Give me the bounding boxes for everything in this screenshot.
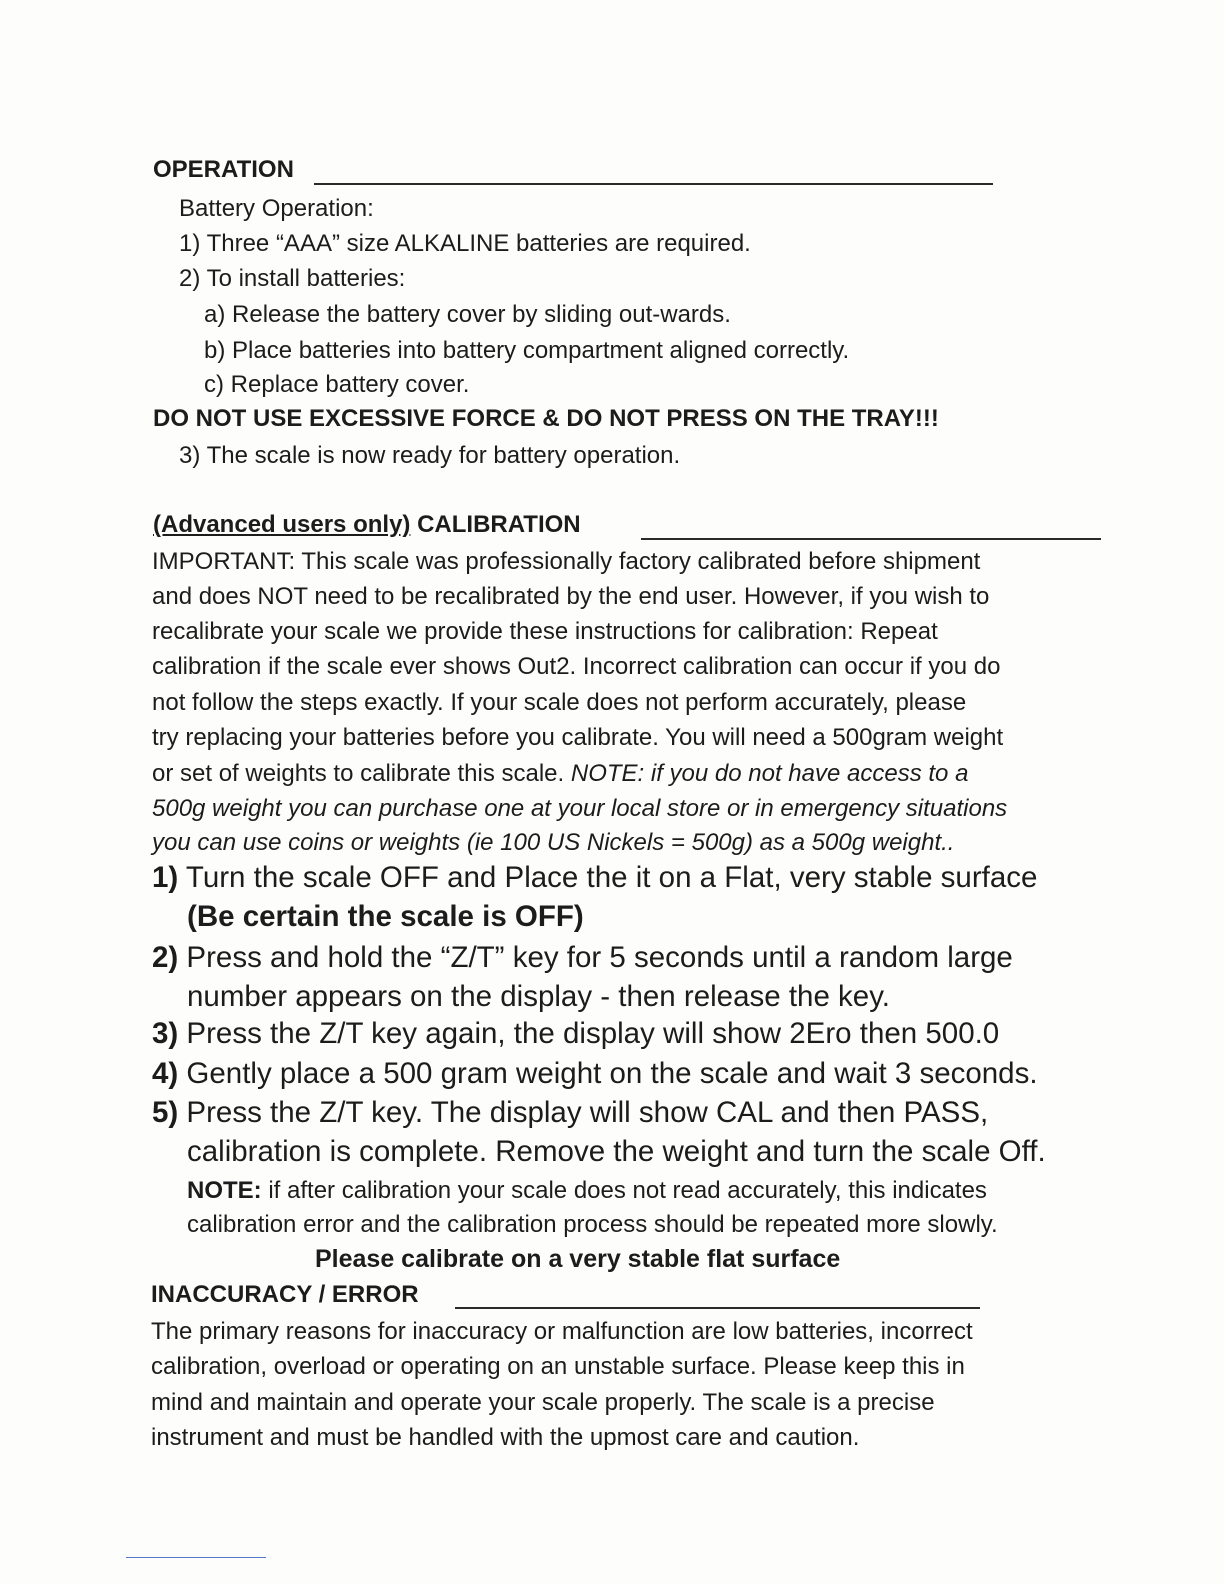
- operation-step-3: 3) The scale is now ready for battery operation.: [179, 442, 681, 469]
- calibration-heading-advanced: (Advanced users only): [153, 511, 411, 538]
- calibration-note-italic: NOTE: if you do not have access to a: [570, 760, 969, 787]
- operation-step-2b: b) Place batteries into battery compartment aligned correctly.: [204, 337, 850, 364]
- inaccuracy-line: mind and maintain and operate your scale properly. The scale is a precise: [151, 1389, 935, 1416]
- calibration-tip: Please calibrate on a very stable flat surface: [315, 1245, 841, 1273]
- operation-heading: OPERATION: [153, 156, 294, 183]
- note-text: if after calibration your scale does not read accurately, this indicates: [261, 1177, 987, 1204]
- operation-step-2a: a) Release the battery cover by sliding out-wards.: [204, 301, 731, 328]
- calibration-intro-line: try replacing your batteries before you calibrate. You will need a 500gram weight: [152, 724, 1004, 751]
- operation-step-2: 2) To install batteries:: [179, 265, 406, 292]
- calibration-intro-line: and does NOT need to be recalibrated by the end user. However, if you wish to: [152, 583, 990, 610]
- calibration-step-1-emphasis: (Be certain the scale is OFF): [187, 900, 584, 933]
- calibration-step-3: [152, 1017, 999, 1051]
- note-label: NOTE:: [187, 1177, 262, 1204]
- calibration-step-2: [152, 941, 1013, 975]
- scan-artifact-line: [126, 1557, 266, 1558]
- step-number: 4): [152, 1057, 179, 1090]
- step-number: 1): [152, 861, 179, 894]
- calibration-note-line: 500g weight you can purchase one at your local store or in emergency situations: [152, 795, 1008, 822]
- calibration-intro-line: calibration if the scale ever shows Out2. Incorrect calibration can occur if you do: [152, 653, 1001, 680]
- step-number: 5): [152, 1096, 179, 1129]
- calibration-intro-text: or set of weights to calibrate this scale.: [152, 760, 571, 787]
- operation-heading-rule: [314, 183, 993, 185]
- operation-step-1: 1) Three “AAA” size ALKALINE batteries are required.: [179, 230, 751, 257]
- calibration-intro-line: [152, 760, 968, 788]
- calibration-note: [187, 1177, 987, 1205]
- inaccuracy-line: instrument and must be handled with the upmost care and caution.: [151, 1424, 860, 1451]
- step-text: Turn the scale OFF and Place the it on a Flat, very stable surface: [178, 861, 1038, 894]
- calibration-step-2-cont: number appears on the display - then release the key.: [187, 980, 890, 1013]
- step-text: Press the Z/T key again, the display will show 2Ero then 500.0: [178, 1017, 1000, 1050]
- calibration-intro-line: recalibrate your scale we provide these instructions for calibration: Repeat: [152, 618, 938, 645]
- inaccuracy-line: The primary reasons for inaccuracy or malfunction are low batteries, incorrect: [151, 1318, 973, 1345]
- inaccuracy-heading-rule: [455, 1307, 980, 1309]
- inaccuracy-heading: INACCURACY / ERROR: [151, 1281, 419, 1308]
- calibration-step-5-cont: calibration is complete. Remove the weight and turn the scale Off.: [187, 1135, 1046, 1168]
- calibration-heading-title: CALIBRATION: [410, 511, 581, 538]
- step-text: Gently place a 500 gram weight on the scale and wait 3 seconds.: [178, 1057, 1038, 1090]
- step-number: 3): [152, 1017, 179, 1050]
- step-text: Press and hold the “Z/T” key for 5 seconds until a random large: [178, 941, 1013, 974]
- calibration-heading-rule: [641, 538, 1101, 540]
- step-number: 2): [152, 941, 179, 974]
- battery-operation-label: Battery Operation:: [179, 195, 374, 222]
- calibration-step-5: [152, 1096, 988, 1130]
- calibration-heading: [153, 511, 581, 539]
- step-text: Press the Z/T key. The display will show CAL and then PASS,: [178, 1096, 989, 1129]
- operation-step-2c: c) Replace battery cover.: [204, 371, 470, 398]
- operation-warning: DO NOT USE EXCESSIVE FORCE & DO NOT PRESS ON THE TRAY!!!: [153, 405, 939, 432]
- inaccuracy-line: calibration, overload or operating on an unstable surface. Please keep this in: [151, 1353, 965, 1380]
- calibration-intro-line: not follow the steps exactly. If your scale does not perform accurately, please: [152, 689, 967, 716]
- calibration-note-cont: calibration error and the calibration process should be repeated more slowly.: [187, 1211, 998, 1238]
- calibration-note-line: you can use coins or weights (ie 100 US Nickels = 500g) as a 500g weight..: [152, 829, 955, 856]
- calibration-intro-line: IMPORTANT: This scale was professionally factory calibrated before shipment: [152, 548, 981, 575]
- calibration-step-4: [152, 1057, 1038, 1091]
- calibration-step-1: [152, 861, 1037, 895]
